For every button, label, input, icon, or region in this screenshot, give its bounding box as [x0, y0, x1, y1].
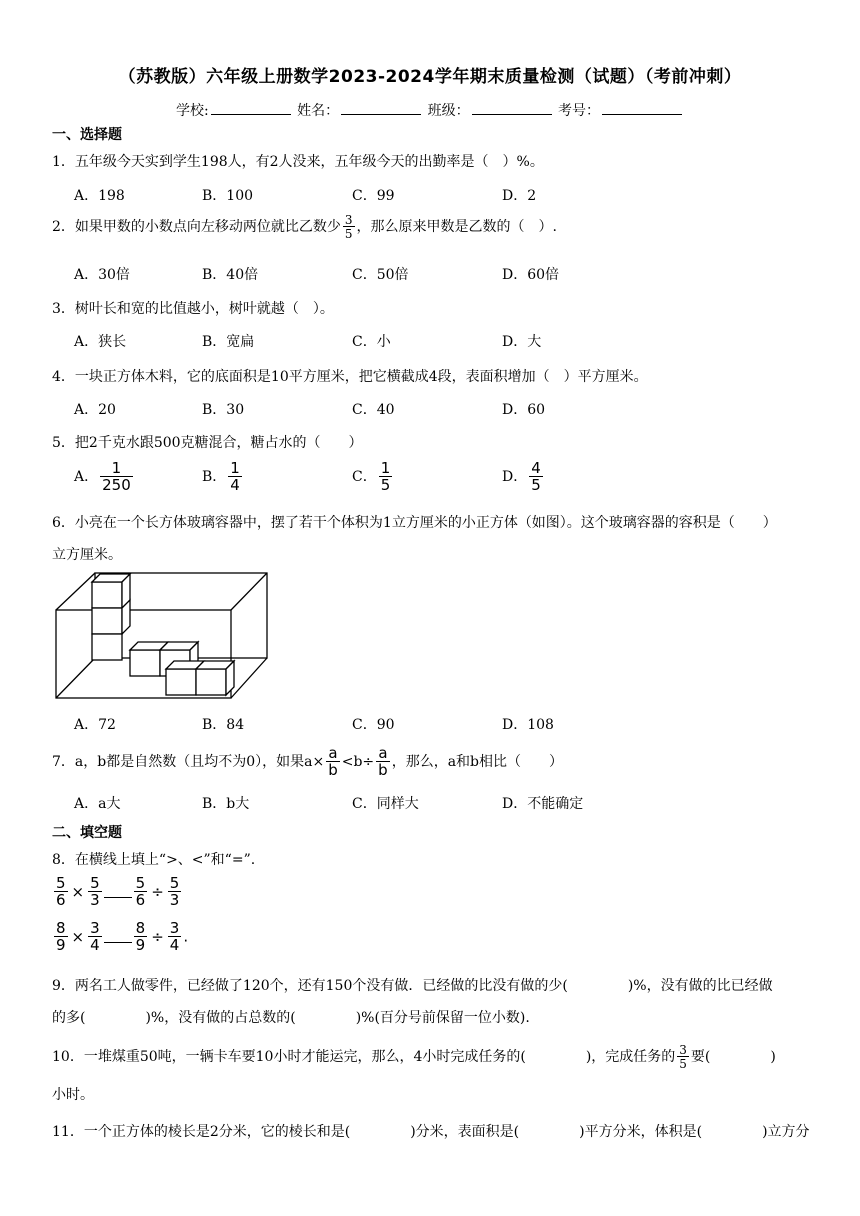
q8-answer-blank-1[interactable]: [104, 887, 132, 898]
name-label: 姓名：: [297, 103, 340, 119]
q6-option-c: C．90: [352, 717, 395, 733]
q3-option-b: B．宽扁: [202, 334, 255, 350]
question-8: 8．在横线上填上“>、<”和“=”.: [52, 852, 256, 868]
name-blank: [341, 102, 421, 115]
school-label: 学校:: [175, 103, 209, 119]
q3-option-c: C．小: [352, 334, 391, 350]
q5-option-b: B． $\frac{1}{4}$: [202, 459, 240, 494]
class-blank: [472, 102, 552, 115]
q7-fraction-right: $\frac{a}{b}$: [378, 744, 388, 779]
q2-option-c: C．50倍: [352, 267, 409, 283]
question-5: 5．把2千克水跟500克糖混合，糖占水的（ ）: [52, 435, 363, 451]
exam-no-blank: [602, 102, 682, 115]
q3-option-a: A．狭长: [74, 334, 127, 350]
question-9-line2: 的多( )%，没有做的占总数的( )%(百分号前保留一位小数).: [52, 1010, 530, 1026]
q1-option-a: A．198: [74, 188, 125, 204]
q4-option-a: A．20: [74, 402, 116, 418]
q7-option-a: A．a大: [74, 796, 121, 812]
q6-option-b: B．84: [202, 717, 245, 733]
q8-expression-row-1: $\frac{5}{6}$ × $\frac{5}{3}$ $\frac{5}{6}$ ÷ $\frac{5}{3}$: [56, 874, 180, 909]
question-10-line2: 小时。: [52, 1087, 94, 1103]
q2-option-d: D．60倍: [502, 267, 560, 283]
glass-container-cube-diagram: [52, 568, 272, 703]
q4-option-b: B．30: [202, 402, 245, 418]
q1-option-b: B．100: [202, 188, 254, 204]
q1-option-c: C．99: [352, 188, 395, 204]
question-10-line1: 10．一堆煤重50吨，一辆卡车要10小时才能运完，那么，4小时完成任务的( )，完成任务的 $\frac{3}{5}$ 要( ): [52, 1043, 776, 1071]
section-fill-heading: 二、填空题: [52, 825, 122, 841]
q5-option-d: D． $\frac{4}{5}$: [502, 459, 541, 494]
question-1: 1．五年级今天实到学生198人，有2人没来，五年级今天的出勤率是（ ）%。: [52, 154, 544, 170]
q2-fraction: $\frac{3}{5}$: [344, 213, 353, 241]
question-11: 11．一个正方体的棱长是2分米，它的棱长和是( )分米，表面积是( )平方分米，体积是( )立方分: [52, 1124, 810, 1140]
question-6-line2: 立方厘米。: [52, 547, 122, 563]
q8-answer-blank-2[interactable]: [104, 932, 132, 943]
question-3: 3．树叶长和宽的比值越小，树叶就越（ ）。: [52, 301, 334, 317]
exam-no-label: 考号：: [558, 103, 601, 119]
q7-option-d: D．不能确定: [502, 796, 584, 812]
q2-option-b: B．40倍: [202, 267, 259, 283]
q6-option-d: D．108: [502, 717, 554, 733]
q3-option-d: D．大: [502, 334, 542, 350]
q4-option-d: D．60: [502, 402, 546, 418]
q7-fraction-left: $\frac{a}{b}$: [328, 744, 338, 779]
student-info-row: [0, 100, 860, 120]
q5-option-c: C． $\frac{1}{5}$: [352, 459, 391, 494]
exam-title: （苏教版）六年级上册数学2023-2024学年期末质量检测（试题）（考前冲刺）: [118, 67, 742, 87]
question-9-line1: 9．两名工人做零件，已经做了120个，还有150个没有做．已经做的比没有做的少( )%，没有做的比已经做: [52, 978, 773, 994]
q6-option-a: A．72: [74, 717, 116, 733]
question-7: 7．a，b都是自然数（且均不为0），如果a× $\frac{a}{b}$ <b÷ $\frac{a}{b}$ ，那么，a和b相比（ ）: [52, 744, 564, 779]
q7-option-c: C．同样大: [352, 796, 419, 812]
section-choice-heading: 一、选择题: [52, 127, 122, 143]
q1-option-d: D．2: [502, 188, 537, 204]
question-6-line1: 6．小亮在一个长方体玻璃容器中，摆了若干个体积为1立方厘米的小正方体（如图）。这个玻璃容器的容积是（ ）: [52, 515, 777, 531]
question-2: 2．如果甲数的小数点向左移动两位就比乙数少 $\frac{3}{5}$ ，那么原来甲数是乙数的（ ）.: [52, 213, 557, 241]
q8-expression-row-2: $\frac{8}{9}$ × $\frac{3}{4}$ $\frac{8}{9}$ ÷ $\frac{3}{4}$ .: [56, 919, 189, 954]
class-label: 班级：: [427, 103, 470, 119]
q7-option-b: B．b大: [202, 796, 250, 812]
q2-option-a: A．30倍: [74, 267, 130, 283]
q4-option-c: C．40: [352, 402, 395, 418]
q5-option-a: A． $\frac{1}{250}$: [74, 459, 131, 494]
question-4: 4．一块正方体木料，它的底面积是10平方厘米，把它横截成4段，表面积增加（ ）平方厘米。: [52, 369, 648, 385]
school-blank: [211, 102, 291, 115]
